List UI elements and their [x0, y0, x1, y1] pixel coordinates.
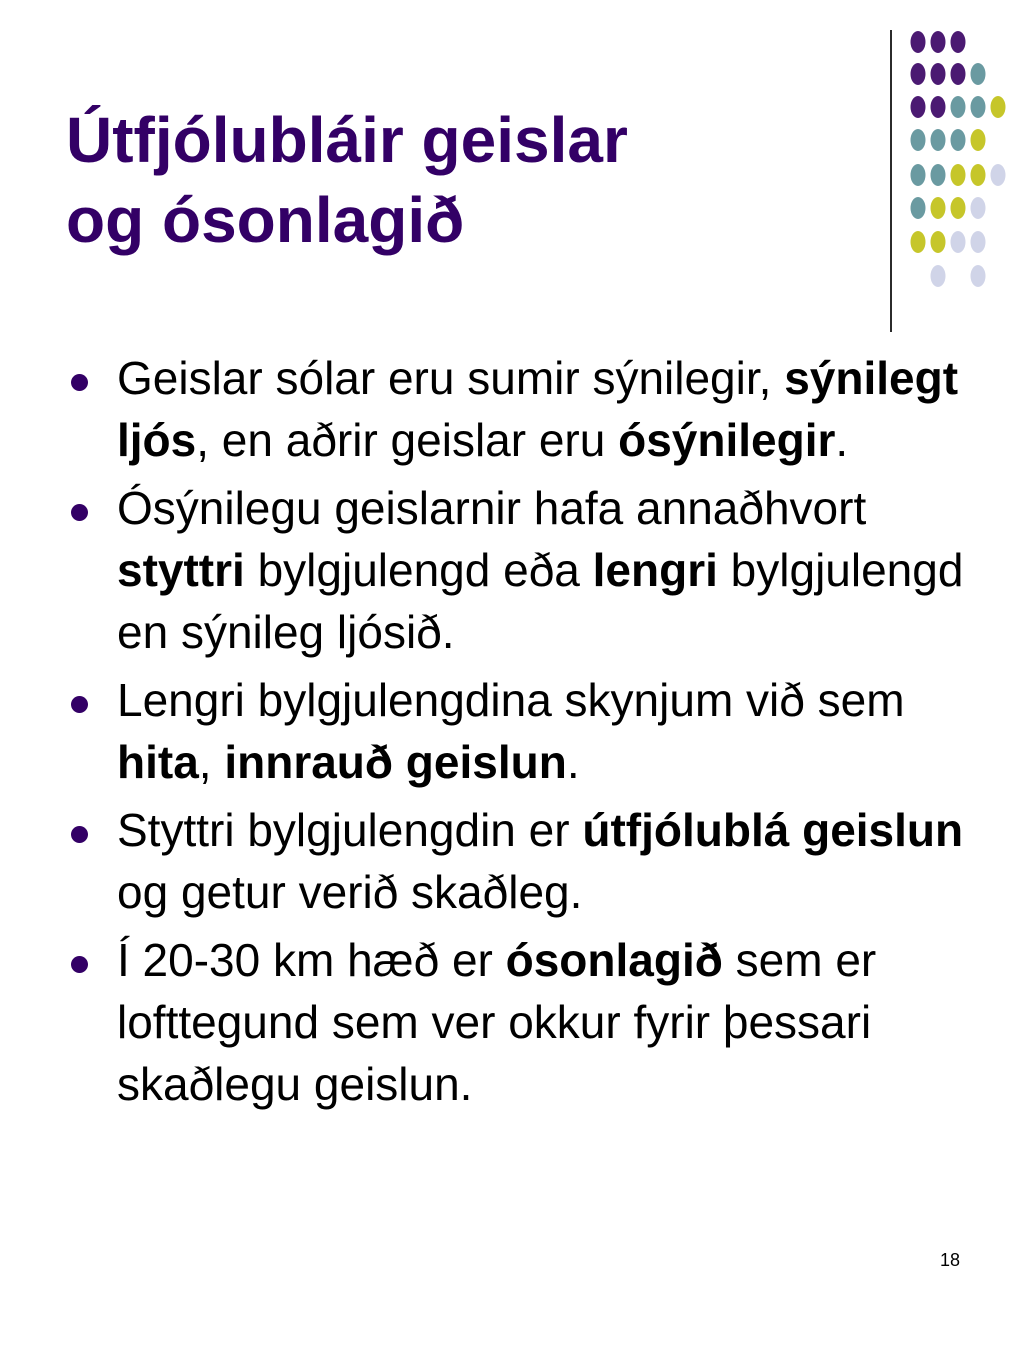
decorative-dot: [951, 129, 966, 151]
decorative-dot-grid: [0, 0, 1024, 300]
decorative-dot: [911, 197, 926, 219]
decorative-dot: [991, 164, 1006, 186]
bullet-text: Lengri bylgjulengdina skynjum við sem: [117, 674, 905, 726]
bullet-dot-icon: [71, 696, 88, 713]
decorative-dot: [911, 231, 926, 253]
decorative-dot: [951, 164, 966, 186]
bullet-item: [68, 669, 968, 793]
decorative-dot: [931, 96, 946, 118]
bullet-list: [68, 347, 968, 1121]
decorative-dot: [931, 265, 946, 287]
bullet-item: [68, 347, 968, 471]
decorative-dot: [931, 129, 946, 151]
bullet-text: bylgjulengd en sýnileg ljósið.: [117, 544, 964, 658]
bullet-text: og getur verið skaðleg.: [117, 866, 583, 918]
bullet-dot-icon: [71, 956, 88, 973]
decorative-dot: [931, 231, 946, 253]
decorative-dot: [971, 129, 986, 151]
decorative-dot: [971, 164, 986, 186]
page-number: 18: [939, 1250, 961, 1270]
bullet-emphasis: útfjólublá geislun: [582, 804, 964, 856]
slide-title-line-2: og ósonlagið: [66, 184, 465, 256]
bullet-dot-icon: [71, 826, 88, 843]
decorative-dot: [911, 31, 926, 53]
bullet-text: .: [835, 414, 849, 466]
decorative-dot: [911, 164, 926, 186]
decorative-dot: [951, 31, 966, 53]
decorative-dot: [951, 231, 966, 253]
bullet-text: Í 20-30 km hæð er: [117, 934, 506, 986]
bullet-text: Styttri bylgjulengdin er: [117, 804, 583, 856]
decorative-dot: [931, 197, 946, 219]
decorative-dot: [951, 96, 966, 118]
decorative-dot: [971, 265, 986, 287]
bullet-emphasis: innrauð geislun: [224, 736, 567, 788]
bullet-text: Geislar sólar eru sumir sýnilegir,: [117, 352, 785, 404]
decorative-dot: [951, 197, 966, 219]
decorative-dot: [971, 96, 986, 118]
decorative-dot: [931, 63, 946, 85]
decorative-dot: [911, 63, 926, 85]
bullet-dot-icon: [71, 374, 88, 391]
bullet-text: sem er lofttegund sem ver okkur fyrir þessari skaðlegu geislun.: [117, 934, 877, 1110]
bullet-text: ,: [198, 736, 225, 788]
bullet-emphasis: sýnilegt ljós: [117, 352, 959, 466]
bullet-emphasis: lengri: [592, 544, 718, 596]
bullet-emphasis: styttri: [117, 544, 245, 596]
decorative-dot: [911, 129, 926, 151]
decorative-dot: [951, 63, 966, 85]
bullet-text: , en aðrir geislar eru: [196, 414, 619, 466]
decorative-dot: [971, 197, 986, 219]
bullet-item: [68, 477, 968, 663]
decorative-dot: [931, 164, 946, 186]
decorative-dot: [911, 96, 926, 118]
decorative-dot: [971, 231, 986, 253]
bullet-emphasis: ósonlagið: [505, 934, 723, 986]
decorative-dot: [991, 96, 1006, 118]
bullet-item: [68, 799, 968, 923]
bullet-text: bylgjulengd eða: [244, 544, 593, 596]
decorative-dot: [971, 63, 986, 85]
bullet-emphasis: ósýnilegir: [618, 414, 836, 466]
bullet-text: Ósýnilegu geislarnir hafa annaðhvort: [117, 482, 867, 534]
slide-title-line-1: Útfjólubláir geislar: [66, 104, 628, 176]
decorative-dot: [931, 31, 946, 53]
bullet-emphasis: hita: [117, 736, 199, 788]
bullet-dot-icon: [71, 504, 88, 521]
bullet-text: .: [566, 736, 580, 788]
bullet-item: [68, 929, 968, 1115]
